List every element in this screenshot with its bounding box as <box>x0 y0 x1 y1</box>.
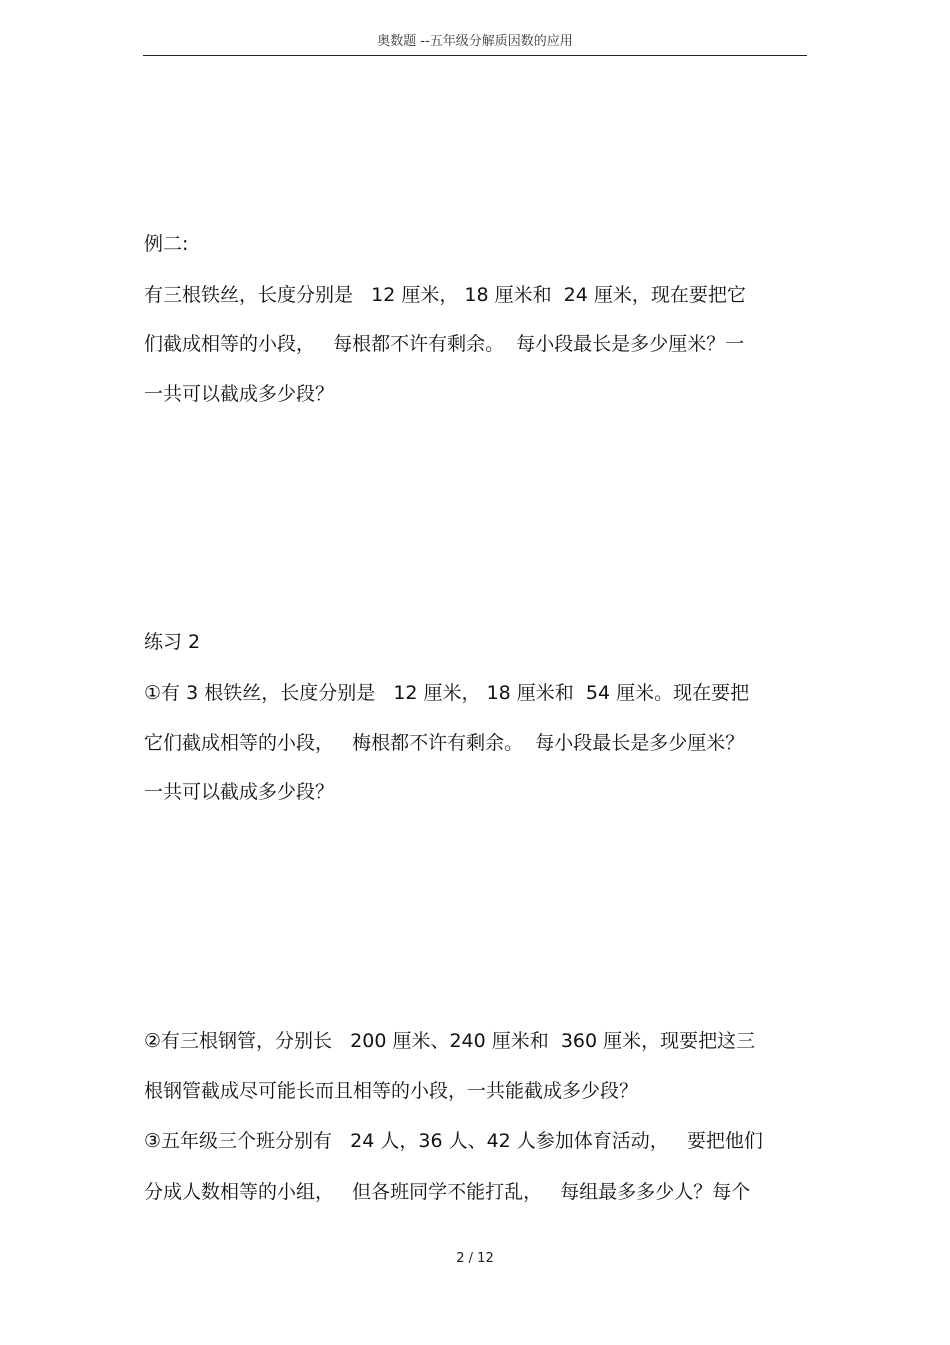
practice-q1-line-1: ①有 3 根铁丝，长度分别是 12 厘米， 18 厘米和 54 厘米。现在要把 <box>144 682 750 704</box>
practice-q3-line-2: 分成人数相等的小组， 但各班同学不能打乱， 每组最多多少人？每个 <box>144 1181 751 1203</box>
example-label: 例二: <box>144 233 189 255</box>
practice-q1-line-3: 一共可以截成多少段？ <box>144 781 335 803</box>
example-text-line-1: 有三根铁丝，长度分别是 12 厘米， 18 厘米和 24 厘米，现在要把它 <box>144 284 746 306</box>
example-text-line-3: 一共可以截成多少段？ <box>144 383 335 405</box>
example-text-line-2: 们截成相等的小段， 每根都不许有剩余。 每小段最长是多少厘米？一 <box>144 333 745 355</box>
header-divider <box>143 55 807 56</box>
page-number: 2 / 12 <box>456 1251 494 1266</box>
practice-q1-line-2: 它们截成相等的小段， 梅根都不许有剩余。 每小段最长是多少厘米？ <box>144 732 745 754</box>
practice-q3-line-1: ③五年级三个班分别有 24 人，36 人、42 人参加体育活动， 要把他们 <box>144 1130 763 1152</box>
practice-q2-line-2: 根钢管截成尽可能长而且相等的小段，一共能截成多少段？ <box>144 1080 639 1102</box>
practice-q2-line-1: ②有三根钢管，分别长 200 厘米、240 厘米和 360 厘米，现要把这三 <box>144 1030 756 1052</box>
page-header-title: 奥数题 --五年级分解质因数的应用 <box>377 34 573 49</box>
practice-label: 练习 2 <box>144 631 201 653</box>
